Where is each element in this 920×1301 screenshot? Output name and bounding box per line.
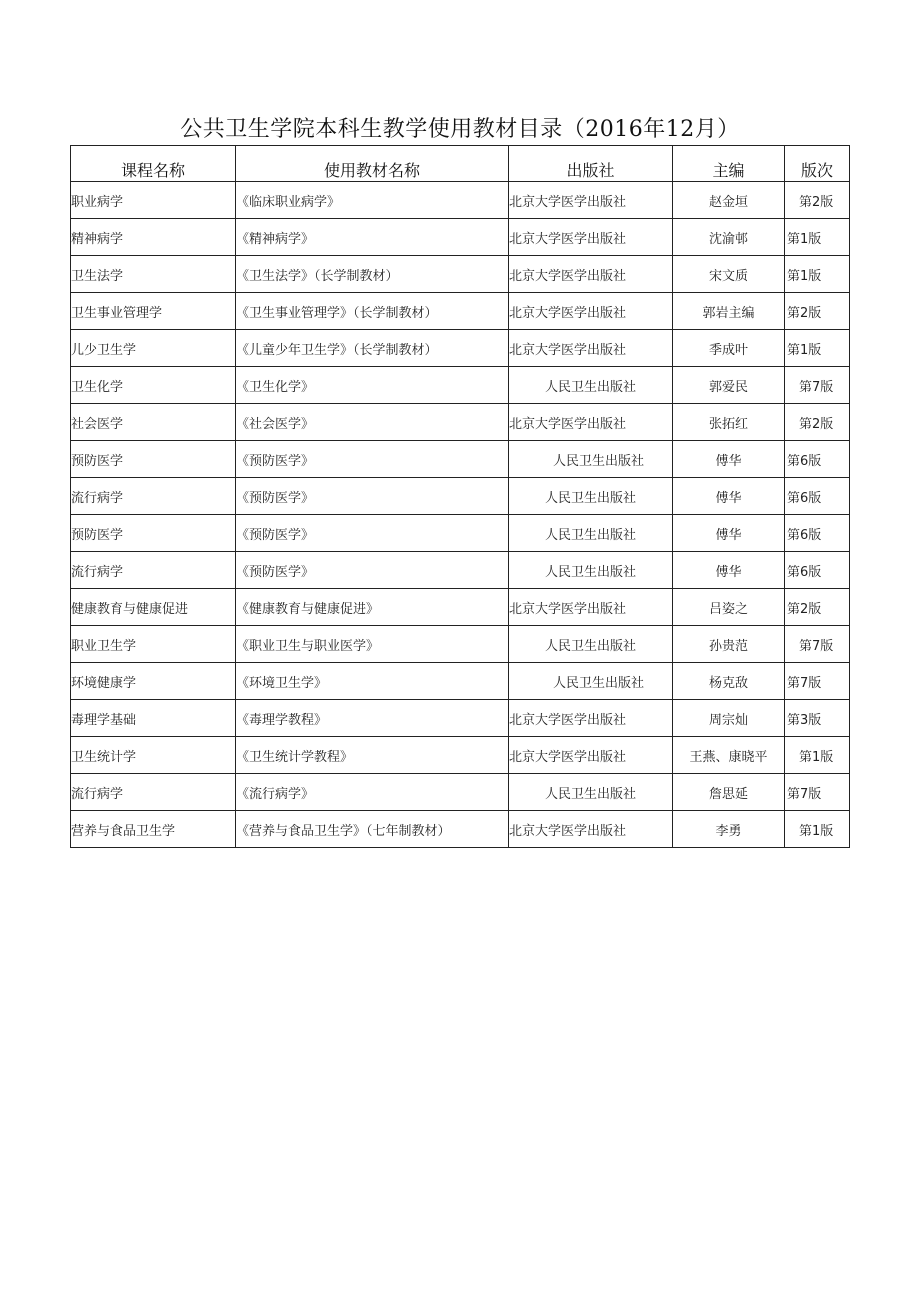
cell-editor: 吕姿之 <box>673 589 785 626</box>
cell-edition: 第7版 <box>785 663 850 700</box>
cell-course: 卫生化学 <box>71 367 236 404</box>
cell-course: 精神病学 <box>71 219 236 256</box>
cell-publisher: 北京大学医学出版社 <box>509 589 673 626</box>
cell-edition: 第2版 <box>785 589 850 626</box>
cell-course: 职业病学 <box>71 182 236 219</box>
table-row <box>71 256 850 293</box>
cell-edition: 第7版 <box>785 367 850 404</box>
cell-publisher: 人民卫生出版社 <box>509 626 673 663</box>
table-row <box>71 404 850 441</box>
cell-edition: 第2版 <box>785 404 850 441</box>
cell-publisher: 人民卫生出版社 <box>509 552 673 589</box>
cell-course: 儿少卫生学 <box>71 330 236 367</box>
cell-edition: 第6版 <box>785 441 850 478</box>
cell-editor: 傅华 <box>673 515 785 552</box>
table-row <box>71 552 850 589</box>
cell-editor: 季成叶 <box>673 330 785 367</box>
table-row <box>71 293 850 330</box>
cell-edition: 第2版 <box>785 293 850 330</box>
cell-editor: 宋文质 <box>673 256 785 293</box>
cell-course: 毒理学基础 <box>71 700 236 737</box>
cell-course: 社会医学 <box>71 404 236 441</box>
cell-textbook: 《儿童少年卫生学》（长学制教材） <box>236 330 509 367</box>
cell-editor: 孙贵范 <box>673 626 785 663</box>
cell-textbook: 《预防医学》 <box>236 552 509 589</box>
cell-editor: 沈渝邨 <box>673 219 785 256</box>
cell-editor: 傅华 <box>673 441 785 478</box>
cell-publisher: 人民卫生出版社 <box>509 367 673 404</box>
table-row <box>71 589 850 626</box>
cell-editor: 郭爱民 <box>673 367 785 404</box>
header-publisher: 出版社 <box>509 146 673 182</box>
cell-editor: 张拓红 <box>673 404 785 441</box>
cell-editor: 杨克敌 <box>673 663 785 700</box>
table-row <box>71 478 850 515</box>
cell-publisher: 人民卫生出版社 <box>509 478 673 515</box>
table-row <box>71 774 850 811</box>
cell-course: 环境健康学 <box>71 663 236 700</box>
cell-edition: 第7版 <box>785 626 850 663</box>
cell-course: 职业卫生学 <box>71 626 236 663</box>
cell-course: 营养与食品卫生学 <box>71 811 236 848</box>
cell-publisher: 北京大学医学出版社 <box>509 737 673 774</box>
cell-textbook: 《预防医学》 <box>236 441 509 478</box>
cell-textbook: 《职业卫生与职业医学》 <box>236 626 509 663</box>
table-header-row <box>71 146 850 182</box>
header-course: 课程名称 <box>71 146 236 182</box>
cell-textbook: 《卫生法学》（长学制教材） <box>236 256 509 293</box>
cell-course: 流行病学 <box>71 774 236 811</box>
table-row <box>71 182 850 219</box>
cell-edition: 第1版 <box>785 737 850 774</box>
header-edition: 版次 <box>785 146 850 182</box>
cell-edition: 第1版 <box>785 219 850 256</box>
cell-course: 健康教育与健康促进 <box>71 589 236 626</box>
cell-textbook: 《流行病学》 <box>236 774 509 811</box>
cell-textbook: 《临床职业病学》 <box>236 182 509 219</box>
cell-publisher: 北京大学医学出版社 <box>509 811 673 848</box>
cell-textbook: 《环境卫生学》 <box>236 663 509 700</box>
cell-edition: 第1版 <box>785 330 850 367</box>
cell-course: 预防医学 <box>71 441 236 478</box>
table-row <box>71 700 850 737</box>
table-body <box>71 182 850 848</box>
cell-editor: 赵金垣 <box>673 182 785 219</box>
cell-course: 预防医学 <box>71 515 236 552</box>
cell-edition: 第2版 <box>785 182 850 219</box>
header-editor: 主编 <box>673 146 785 182</box>
cell-textbook: 《卫生统计学教程》 <box>236 737 509 774</box>
cell-editor: 詹思延 <box>673 774 785 811</box>
page-title: 公共卫生学院本科生教学使用教材目录（2016年12月） <box>180 117 740 142</box>
cell-editor: 郭岩主编 <box>673 293 785 330</box>
cell-editor: 傅华 <box>673 552 785 589</box>
cell-editor: 王燕、康晓平 <box>673 737 785 774</box>
cell-course: 流行病学 <box>71 552 236 589</box>
cell-edition: 第6版 <box>785 552 850 589</box>
cell-course: 卫生事业管理学 <box>71 293 236 330</box>
cell-edition: 第7版 <box>785 774 850 811</box>
textbook-table <box>70 145 850 848</box>
cell-editor: 李勇 <box>673 811 785 848</box>
table-row <box>71 219 850 256</box>
cell-edition: 第3版 <box>785 700 850 737</box>
cell-textbook: 《社会医学》 <box>236 404 509 441</box>
cell-textbook: 《营养与食品卫生学》（七年制教材） <box>236 811 509 848</box>
table-row <box>71 330 850 367</box>
cell-publisher: 北京大学医学出版社 <box>509 256 673 293</box>
cell-publisher: 北京大学医学出版社 <box>509 330 673 367</box>
cell-edition: 第6版 <box>785 515 850 552</box>
header-textbook: 使用教材名称 <box>236 146 509 182</box>
cell-edition: 第1版 <box>785 256 850 293</box>
cell-publisher: 北京大学医学出版社 <box>509 293 673 330</box>
cell-textbook: 《健康教育与健康促进》 <box>236 589 509 626</box>
cell-publisher: 北京大学医学出版社 <box>509 219 673 256</box>
cell-editor: 周宗灿 <box>673 700 785 737</box>
cell-course: 卫生统计学 <box>71 737 236 774</box>
cell-publisher: 人民卫生出版社 <box>509 663 673 700</box>
cell-publisher: 人民卫生出版社 <box>509 441 673 478</box>
cell-textbook: 《预防医学》 <box>236 515 509 552</box>
table-row <box>71 515 850 552</box>
cell-publisher: 人民卫生出版社 <box>509 515 673 552</box>
table-row <box>71 441 850 478</box>
cell-textbook: 《预防医学》 <box>236 478 509 515</box>
cell-editor: 傅华 <box>673 478 785 515</box>
cell-publisher: 人民卫生出版社 <box>509 774 673 811</box>
cell-textbook: 《精神病学》 <box>236 219 509 256</box>
cell-publisher: 北京大学医学出版社 <box>509 700 673 737</box>
table-row <box>71 811 850 848</box>
cell-course: 流行病学 <box>71 478 236 515</box>
cell-publisher: 北京大学医学出版社 <box>509 404 673 441</box>
cell-course: 卫生法学 <box>71 256 236 293</box>
table-row <box>71 663 850 700</box>
cell-textbook: 《卫生化学》 <box>236 367 509 404</box>
table-row <box>71 626 850 663</box>
cell-textbook: 《卫生事业管理学》（长学制教材） <box>236 293 509 330</box>
table-row <box>71 737 850 774</box>
cell-publisher: 北京大学医学出版社 <box>509 182 673 219</box>
table-row <box>71 367 850 404</box>
cell-edition: 第6版 <box>785 478 850 515</box>
cell-textbook: 《毒理学教程》 <box>236 700 509 737</box>
cell-edition: 第1版 <box>785 811 850 848</box>
